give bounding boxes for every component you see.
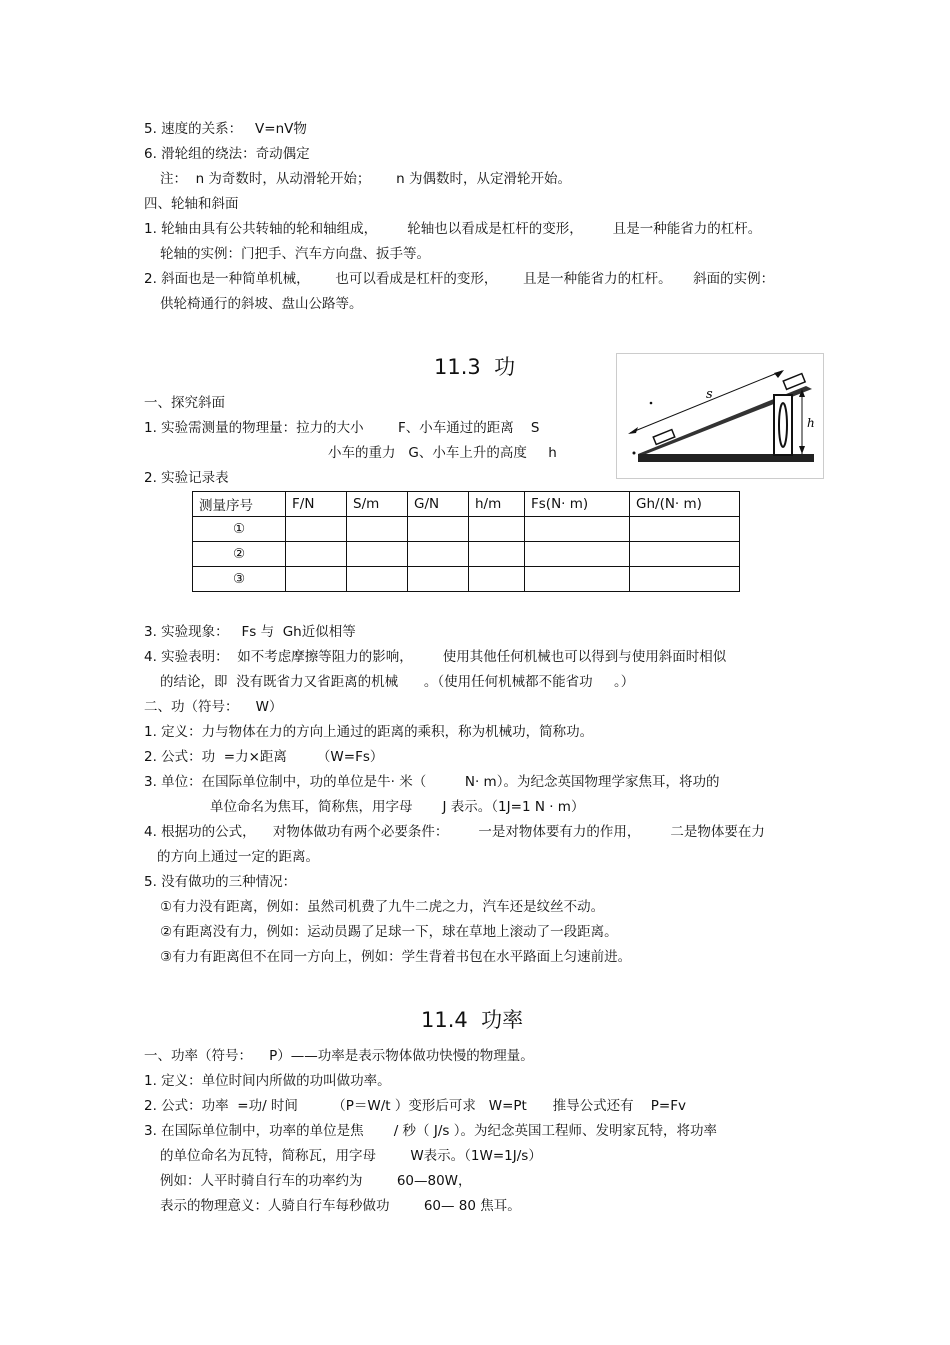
- figure-label-s: s: [706, 387, 713, 402]
- text-line: 注： n 为奇数时，从动滑轮开始； n 为偶数时，从定滑轮开始。: [160, 171, 572, 187]
- table-cell: [469, 542, 525, 567]
- section-heading: 一、功率（符号： P）——功率是表示物体做功快慢的物理量。: [144, 1048, 534, 1064]
- table-row: [193, 542, 740, 567]
- table-cell: [469, 517, 525, 542]
- figure-label-h: h: [807, 416, 815, 430]
- table-header-cell: F/N: [286, 492, 347, 517]
- table-header-cell: 测量序号: [193, 492, 286, 517]
- incline-figure: [616, 353, 824, 479]
- section-heading: 二、功（符号： W）: [144, 699, 283, 715]
- text-line: 3. 实验现象： Fs 与 Gh近似相等: [144, 624, 356, 640]
- table-cell: [286, 517, 347, 542]
- table-row: [193, 567, 740, 592]
- text-line: ②有距离没有力，例如：运动员踢了足球一下，球在草地上滚动了一段距离。: [160, 924, 618, 940]
- text-line: ③有力有距离但不在同一方向上，例如：学生背着书包在水平路面上匀速前进。: [160, 949, 632, 965]
- text-line: 例如：人平时骑自行车的功率约为 60—80W，: [160, 1173, 472, 1189]
- text-line: 5. 没有做功的三种情况：: [144, 874, 297, 890]
- table-cell: [408, 542, 469, 567]
- text-line: 1. 定义：单位时间内所做的功叫做功率。: [144, 1073, 391, 1089]
- text-line: 2. 斜面也是一种简单机械， 也可以看成是杠杆的变形， 且是一种能省力的杠杆。 斜面的实例：: [144, 271, 775, 287]
- text-line: 3. 单位：在国际单位制中，功的单位是牛· 米（ N· m）。为纪念英国物理学家焦耳，将功的: [144, 774, 720, 790]
- table-cell: [525, 567, 630, 592]
- text-line: 轮轴的实例：门把手、汽车方向盘、扳手等。: [160, 246, 430, 262]
- text-line: 表示的物理意义：人骑自行车每秒做功 60— 80 焦耳。: [160, 1198, 521, 1214]
- text-line: 1. 轮轴由具有公共转轴的轮和轴组成， 轮轴也以看成是杠杆的变形， 且是一种能省力的杠杆。: [144, 221, 762, 237]
- table-cell: [525, 517, 630, 542]
- table-cell: [286, 542, 347, 567]
- table-cell: [347, 567, 408, 592]
- text-line: 6. 滑轮组的绕法：奇动偶定: [144, 146, 310, 162]
- table-cell: [347, 542, 408, 567]
- text-line: 小车的重力 G、小车上升的高度 h: [328, 445, 557, 461]
- text-line: 的单位命名为瓦特，简称瓦，用字母 W表示。（1W=1J/s）: [160, 1148, 542, 1164]
- table-cell: [347, 517, 408, 542]
- table-cell: [630, 542, 740, 567]
- text-line: 3. 在国际单位制中，功率的单位是焦 / 秒（ J/s ）。为纪念英国工程师、发明家瓦特，将功率: [144, 1123, 717, 1139]
- table-header-cell: S/m: [347, 492, 408, 517]
- table-cell: [630, 567, 740, 592]
- table-row: [193, 517, 740, 542]
- table-row-index: ③: [193, 567, 286, 592]
- text-line: 1. 实验需测量的物理量：拉力的大小 F、小车通过的距离 S: [144, 420, 540, 436]
- text-line: 5. 速度的关系： V=nV物: [144, 121, 307, 137]
- text-line: 4. 实验表明： 如不考虑摩擦等阻力的影响， 使用其他任何机械也可以得到与使用斜面时相似: [144, 649, 727, 665]
- table-header-cell: Fs(N· m): [525, 492, 630, 517]
- section-title: 11.3 功: [434, 355, 516, 379]
- section-heading: 一、探究斜面: [144, 395, 225, 411]
- table-header-row: [193, 492, 740, 517]
- section-title: 11.4 功率: [421, 1008, 524, 1032]
- table-cell: [525, 542, 630, 567]
- text-line: 2. 公式：功 =力×距离 （W=Fs）: [144, 749, 384, 765]
- text-line: 2. 公式：功率 =功/ 时间 （P＝W/t ）变形后可求 W=Pt 推导公式还有 P=Fv: [144, 1098, 686, 1114]
- table-cell: [630, 517, 740, 542]
- text-line: 的结论，即 没有既省力又省距离的机械 。（使用任何机械都不能省功 。）: [160, 674, 635, 690]
- text-line: 供轮椅通行的斜坡、盘山公路等。: [160, 296, 363, 312]
- text-line: 2. 实验记录表: [144, 470, 229, 486]
- table-cell: [469, 567, 525, 592]
- table-header-cell: G/N: [408, 492, 469, 517]
- section-heading: 四、轮轴和斜面: [144, 196, 239, 212]
- text-line: ①有力没有距离，例如：虽然司机费了九牛二虎之力，汽车还是纹丝不动。: [160, 899, 605, 915]
- text-line: 4. 根据功的公式， 对物体做功有两个必要条件： 一是对物体要有力的作用， 二是物体要在力: [144, 824, 765, 840]
- text-line: 单位命名为焦耳，简称焦，用字母 J 表示。（1J=1 N · m）: [210, 799, 585, 815]
- table-header-cell: Gh/(N· m): [630, 492, 740, 517]
- table-cell: [286, 567, 347, 592]
- text-line: 1. 定义：力与物体在力的方向上通过的距离的乘积，称为机械功，简称功。: [144, 724, 594, 740]
- table-header-cell: h/m: [469, 492, 525, 517]
- text-line: 的方向上通过一定的距离。: [157, 849, 319, 865]
- table-row-index: ②: [193, 542, 286, 567]
- table-row-index: ①: [193, 517, 286, 542]
- experiment-record-table: [192, 491, 740, 592]
- table-cell: [408, 567, 469, 592]
- table-cell: [408, 517, 469, 542]
